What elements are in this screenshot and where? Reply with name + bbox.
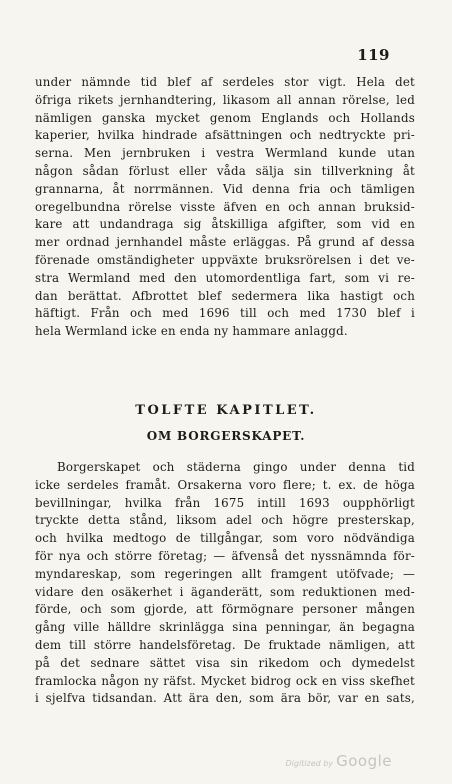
text-line: oregelbundna rörelse visste äfven en och annan bruksid- — [35, 199, 415, 214]
text-line: för nya och större företag; — äfvenså det nyssnämnda för- — [35, 548, 415, 563]
google-watermark — [285, 752, 392, 770]
chapter-title: TOLFTE KAPITLET. — [135, 403, 317, 418]
text-line: icke serdeles framåt. Orsakerna voro flere; t. ex. de höga — [35, 477, 415, 492]
text-line: dan berättat. Afbrottet blef sedermera lika hastigt och — [35, 288, 415, 303]
watermark-prefix: Digitized by — [285, 759, 334, 768]
text-line: framlocka någon ny räfst. Mycket bidrog ock en viss skefhet — [35, 673, 415, 688]
text-line: gång ville hälldre skrinlägga sina penningar, än begagna — [35, 620, 415, 635]
text-line: öfriga rikets jernhandtering, likasom all annan rörelse, led — [35, 92, 415, 107]
text-line: och hvilka medtogo de tillgångar, som voro nödvändiga — [35, 531, 415, 546]
text-line: kare att undandraga sig åtskilliga afgifter, som vid en — [35, 217, 415, 232]
text-line: dem till större handelsföretag. De fruktade nämligen, att — [35, 637, 415, 652]
text-line: förenade omständigheter uppväxte bruksrörelsen i det ve- — [35, 252, 415, 267]
text-line: på det sednare sättet visa sin rikedom och dymedelst — [35, 655, 415, 670]
text-line: Borgerskapet och städerna gingo under denna tid — [57, 460, 415, 474]
paragraph-1 — [35, 74, 415, 341]
text-line: hela Wermland icke en enda ny hammare anlaggd. — [35, 324, 348, 339]
text-line: under nämnde tid blef af serdeles stor vigt. Hela det — [35, 75, 415, 89]
text-line: vidare den osäkerhet i äganderätt, som reduktionen med- — [35, 584, 415, 599]
text-line: tryckte detta stånd, liksom adel och högre presterskap, — [35, 513, 415, 528]
text-line: stra Wermland med den utomordentliga fart, som vi re- — [35, 270, 415, 285]
text-line: i sjelfva tidsandan. Att ära den, som ära bör, var en sats, — [35, 691, 415, 706]
paragraph-2 — [35, 459, 415, 708]
text-line: bevillningar, hvilka från 1675 intill 1693 oupphörligt — [35, 495, 415, 510]
page-number: 119 — [357, 46, 390, 64]
text-line: nämligen ganska mycket genom Englands och Hollands — [35, 110, 415, 125]
chapter-subtitle: OM BORGERSKAPET. — [146, 429, 306, 443]
text-line: serna. Men jernbruken i vestra Wermland kunde utan — [35, 146, 415, 161]
text-line: mer ordnad jernhandel måste erläggas. På grund af dessa — [35, 235, 415, 250]
text-line: grannarna, åt norrmännen. Vid denna fria och tämligen — [35, 181, 415, 196]
text-line: någon sådan förlust eller våda sälja sin tillverkning åt — [35, 163, 415, 178]
watermark-brand: Google — [336, 752, 392, 770]
text-line: häftigt. Från och med 1696 till och med 1730 blef i — [35, 306, 415, 321]
text-line: kaperier, hvilka hindrade afsättningen och nedtryckte pri- — [35, 128, 415, 143]
text-line: myndareskap, som regeringen allt framgent utöfvade; — — [35, 566, 415, 581]
text-line: förde, och som gjorde, att förmögnare personer mången — [35, 602, 415, 617]
